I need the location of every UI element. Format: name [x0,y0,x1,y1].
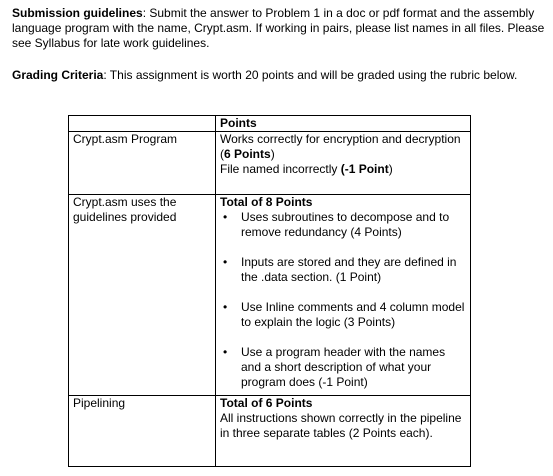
criterion-cell: Pipelining [69,396,216,467]
points-description: All instructions shown correctly in the pipeline in three separate tables (2 Points each). [220,411,462,440]
criterion-cell: Crypt.asm uses the guidelines provided [69,195,216,396]
points-line-bold: (-1 Point [340,162,389,176]
points-total [220,195,466,210]
points-cell [216,396,471,467]
points-line-text: File named incorrectly [220,162,341,176]
bullet-item [220,345,466,390]
bullet-text: Use Inline comments and 4 column model to explain the logic (3 Points) [241,300,465,329]
points-line-text: ) [388,162,393,176]
bullet-text: Uses subroutines to decompose and to remove redundancy (4 Points) [241,210,450,239]
points-line-text: Works correctly for encryption and decryption ( [220,132,461,161]
points-total [220,396,466,411]
points-header: Points [220,116,257,130]
points-cell [216,195,471,396]
grading-criteria-text: : This assignment is worth 20 points and will be graded using the rubric below. [103,68,518,82]
rubric-table [68,115,471,467]
rubric-header-points [216,116,471,132]
rubric-row-pipelining [69,396,471,467]
bullet-text: Inputs are stored and they are defined in the .data section. (1 Point) [241,255,457,284]
bullet-text: Use a program header with the names and a short description of what your program does (-1 Point) [241,345,446,389]
bullet-item [220,210,466,240]
bullet-icon: • [223,345,228,359]
rubric-header-row [69,116,471,132]
bullet-icon: • [223,210,228,224]
bullet-item [220,300,466,330]
points-total-label: Total of 8 Points [220,195,313,209]
points-total-label: Total of 6 Points [220,396,313,410]
points-line [220,162,466,177]
points-line [220,132,466,162]
points-line-bold: 6 Points [224,147,271,161]
points-cell [216,132,471,195]
submission-guidelines-text: : Submit the answer to Problem 1 in a doc or pdf format and the assembly language program with the name, Crypt.asm. If working in pairs, please list names in all files. Please see Syllabus for late work guidelines. [12,6,545,50]
grading-criteria-label: Grading Criteria [12,68,104,82]
submission-guidelines-label: Submission guidelines [12,6,143,20]
criterion-cell: Crypt.asm Program [69,132,216,195]
submission-guidelines [12,6,547,51]
bullet-item [220,255,466,285]
points-line-text: ) [270,147,275,161]
bullet-icon: • [223,255,228,269]
bullet-list [220,210,466,390]
rubric-header-empty [69,116,216,132]
rubric-row-guidelines [69,195,471,396]
bullet-icon: • [223,300,228,314]
rubric-row-program [69,132,471,195]
grading-criteria [12,68,547,83]
